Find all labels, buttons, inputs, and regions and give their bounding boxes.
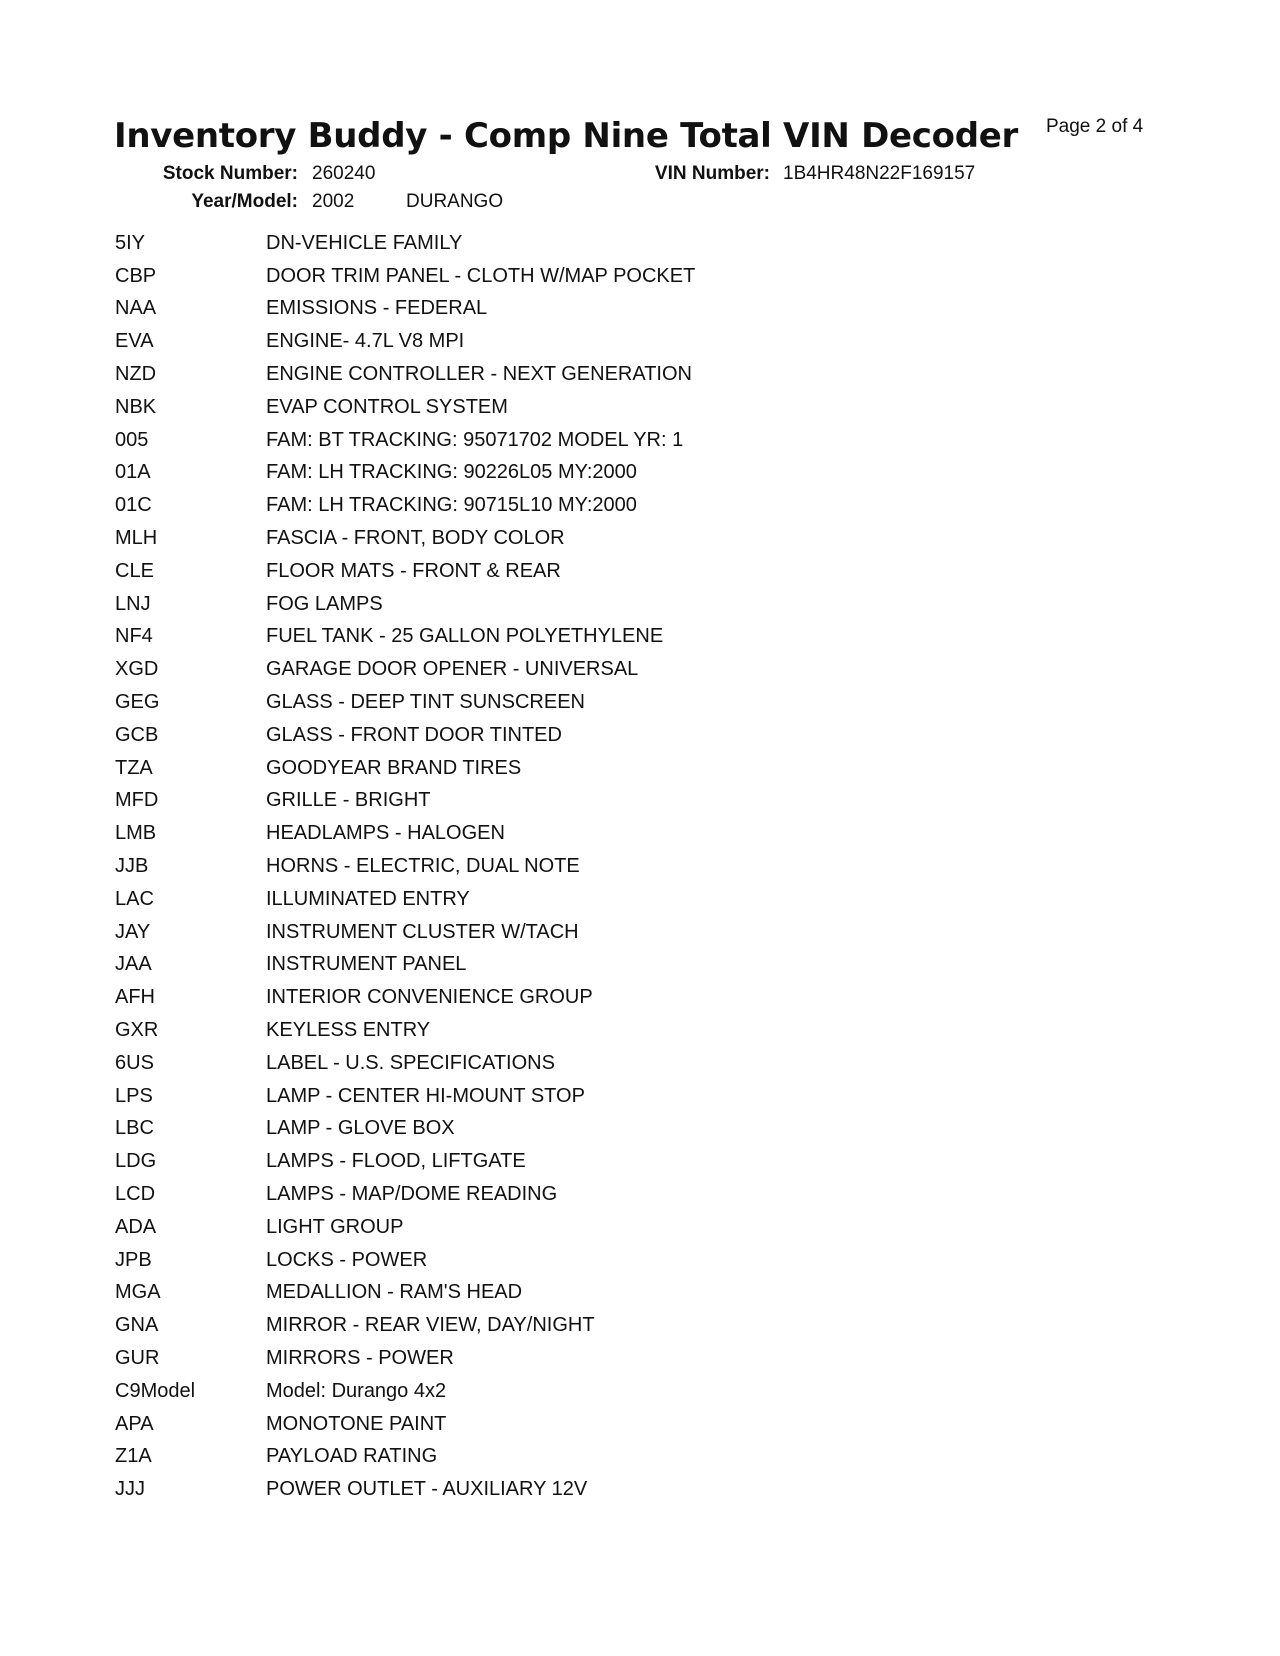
option-description: LAMP - GLOVE BOX bbox=[266, 1117, 455, 1140]
list-item bbox=[115, 1178, 695, 1211]
option-code: JJB bbox=[115, 855, 149, 878]
option-code: GNA bbox=[115, 1314, 159, 1337]
list-item bbox=[115, 1277, 695, 1310]
option-description: DN-VEHICLE FAMILY bbox=[266, 231, 463, 254]
option-description: KEYLESS ENTRY bbox=[266, 1019, 431, 1042]
option-description: GLASS - FRONT DOOR TINTED bbox=[266, 723, 562, 746]
option-code: XGD bbox=[115, 658, 159, 681]
option-code: 01C bbox=[115, 494, 152, 517]
option-description: MEDALLION - RAM'S HEAD bbox=[266, 1281, 523, 1304]
option-code: CLE bbox=[115, 559, 154, 582]
option-description: HEADLAMPS - HALOGEN bbox=[266, 822, 505, 845]
list-item bbox=[115, 850, 695, 883]
option-code: Z1A bbox=[115, 1445, 152, 1468]
list-item bbox=[115, 719, 695, 752]
option-description: LAMPS - FLOOD, LIFTGATE bbox=[266, 1150, 526, 1173]
list-item bbox=[115, 785, 695, 818]
stock-number-label: Stock Number: bbox=[162, 163, 298, 184]
option-description: INSTRUMENT PANEL bbox=[266, 953, 467, 976]
list-item bbox=[115, 916, 695, 949]
list-item bbox=[115, 621, 695, 654]
option-description: FAM: LH TRACKING: 90226L05 MY:2000 bbox=[266, 461, 637, 484]
option-description: FOG LAMPS bbox=[266, 592, 383, 615]
document-title: Inventory Buddy - Comp Nine Total VIN Decoder bbox=[114, 116, 1018, 156]
page-number: Page 2 of 4 bbox=[1046, 116, 1144, 137]
option-code: 01A bbox=[115, 461, 151, 484]
option-code: LPS bbox=[115, 1084, 153, 1107]
list-item bbox=[115, 1309, 695, 1342]
option-description: INTERIOR CONVENIENCE GROUP bbox=[266, 986, 593, 1009]
list-item bbox=[115, 686, 695, 719]
option-code: ADA bbox=[115, 1215, 157, 1238]
option-code: EVA bbox=[115, 330, 154, 353]
list-item bbox=[115, 1375, 695, 1408]
option-description: MIRRORS - POWER bbox=[266, 1346, 454, 1369]
model-value: DURANGO bbox=[406, 191, 504, 212]
list-item bbox=[115, 981, 695, 1014]
list-item bbox=[115, 555, 695, 588]
option-code: CBP bbox=[115, 264, 157, 287]
option-code: MLH bbox=[115, 527, 158, 550]
list-item bbox=[115, 949, 695, 982]
list-item bbox=[115, 260, 695, 293]
option-code: NAA bbox=[115, 297, 157, 320]
option-description: FAM: BT TRACKING: 95071702 MODEL YR: 1 bbox=[266, 428, 684, 451]
option-code: NF4 bbox=[115, 625, 153, 648]
list-item bbox=[115, 1014, 695, 1047]
list-item bbox=[115, 752, 695, 785]
option-description: LABEL - U.S. SPECIFICATIONS bbox=[266, 1051, 555, 1074]
option-description: FASCIA - FRONT, BODY COLOR bbox=[266, 527, 565, 550]
list-item bbox=[115, 1047, 695, 1080]
list-item bbox=[115, 391, 695, 424]
list-item bbox=[115, 457, 695, 490]
option-code: JPB bbox=[115, 1248, 152, 1271]
option-description: MONOTONE PAINT bbox=[266, 1412, 447, 1435]
option-description: FAM: LH TRACKING: 90715L10 MY:2000 bbox=[266, 494, 637, 517]
list-item bbox=[115, 1473, 695, 1506]
option-code: LCD bbox=[115, 1183, 156, 1205]
list-item bbox=[115, 817, 695, 850]
option-description: ENGINE CONTROLLER - NEXT GENERATION bbox=[266, 363, 692, 386]
option-code: JAY bbox=[115, 920, 151, 943]
list-item bbox=[115, 325, 695, 358]
list-item bbox=[115, 1342, 695, 1375]
list-item bbox=[115, 1113, 695, 1146]
option-code: GCB bbox=[115, 723, 159, 746]
option-code: MGA bbox=[115, 1281, 161, 1304]
list-item bbox=[115, 1408, 695, 1441]
option-code: AFH bbox=[115, 986, 155, 1009]
option-code: C9Model bbox=[115, 1379, 196, 1402]
option-description: MIRROR - REAR VIEW, DAY/NIGHT bbox=[266, 1314, 595, 1337]
option-code-list bbox=[115, 227, 695, 1506]
option-code: LNJ bbox=[115, 592, 151, 615]
option-code: GUR bbox=[115, 1346, 160, 1369]
list-item bbox=[115, 1211, 695, 1244]
option-description: INSTRUMENT CLUSTER W/TACH bbox=[266, 920, 579, 943]
year-model-label: Year/Model: bbox=[191, 191, 298, 212]
option-description: ILLUMINATED ENTRY bbox=[266, 887, 470, 910]
list-item bbox=[115, 227, 695, 260]
option-description: LAMPS - MAP/DOME READING bbox=[266, 1183, 558, 1205]
option-code: APA bbox=[115, 1412, 154, 1435]
list-item bbox=[115, 653, 695, 686]
option-description: GRILLE - BRIGHT bbox=[266, 789, 431, 812]
option-code: GXR bbox=[115, 1019, 159, 1042]
list-item bbox=[115, 1145, 695, 1178]
option-description: GLASS - DEEP TINT SUNSCREEN bbox=[266, 691, 585, 714]
list-item bbox=[115, 883, 695, 916]
option-code: TZA bbox=[115, 756, 153, 779]
option-code: LDG bbox=[115, 1150, 157, 1173]
option-code: LMB bbox=[115, 822, 157, 845]
option-description: Model: Durango 4x2 bbox=[266, 1379, 447, 1402]
option-code: NBK bbox=[115, 395, 157, 418]
option-description: LOCKS - POWER bbox=[266, 1248, 428, 1271]
option-code: NZD bbox=[115, 363, 157, 386]
list-item bbox=[115, 522, 695, 555]
option-description: FLOOR MATS - FRONT & REAR bbox=[266, 559, 561, 582]
option-code: 005 bbox=[115, 428, 149, 451]
option-code: JAA bbox=[115, 953, 152, 976]
stock-number-value: 260240 bbox=[312, 163, 376, 184]
list-item bbox=[115, 358, 695, 391]
option-description: GARAGE DOOR OPENER - UNIVERSAL bbox=[266, 658, 639, 681]
list-item bbox=[115, 1440, 695, 1473]
option-code: MFD bbox=[115, 789, 159, 812]
list-item bbox=[115, 1244, 695, 1277]
option-description: HORNS - ELECTRIC, DUAL NOTE bbox=[266, 855, 580, 878]
option-description: POWER OUTLET - AUXILIARY 12V bbox=[266, 1478, 588, 1501]
option-code: LAC bbox=[115, 887, 154, 910]
list-item bbox=[115, 424, 695, 457]
option-code: JJJ bbox=[115, 1478, 145, 1501]
option-description: LIGHT GROUP bbox=[266, 1215, 404, 1238]
option-description: EMISSIONS - FEDERAL bbox=[266, 297, 488, 320]
option-description: DOOR TRIM PANEL - CLOTH W/MAP POCKET bbox=[266, 264, 696, 287]
option-description: EVAP CONTROL SYSTEM bbox=[266, 395, 508, 418]
list-item bbox=[115, 293, 695, 326]
option-description: GOODYEAR BRAND TIRES bbox=[266, 756, 522, 779]
option-code: 5IY bbox=[115, 231, 146, 254]
vin-number-value: 1B4HR48N22F169157 bbox=[783, 163, 976, 184]
list-item bbox=[115, 489, 695, 522]
list-item bbox=[115, 588, 695, 621]
option-code: 6US bbox=[115, 1051, 154, 1074]
option-description: ENGINE- 4.7L V8 MPI bbox=[266, 330, 465, 353]
year-value: 2002 bbox=[312, 191, 355, 212]
vin-number-label: VIN Number: bbox=[654, 163, 770, 184]
list-item bbox=[115, 1080, 695, 1113]
option-description: LAMP - CENTER HI-MOUNT STOP bbox=[266, 1084, 585, 1107]
option-description: PAYLOAD RATING bbox=[266, 1445, 438, 1468]
option-description: FUEL TANK - 25 GALLON POLYETHYLENE bbox=[266, 625, 664, 648]
option-code: GEG bbox=[115, 691, 160, 714]
option-code: LBC bbox=[115, 1117, 154, 1140]
